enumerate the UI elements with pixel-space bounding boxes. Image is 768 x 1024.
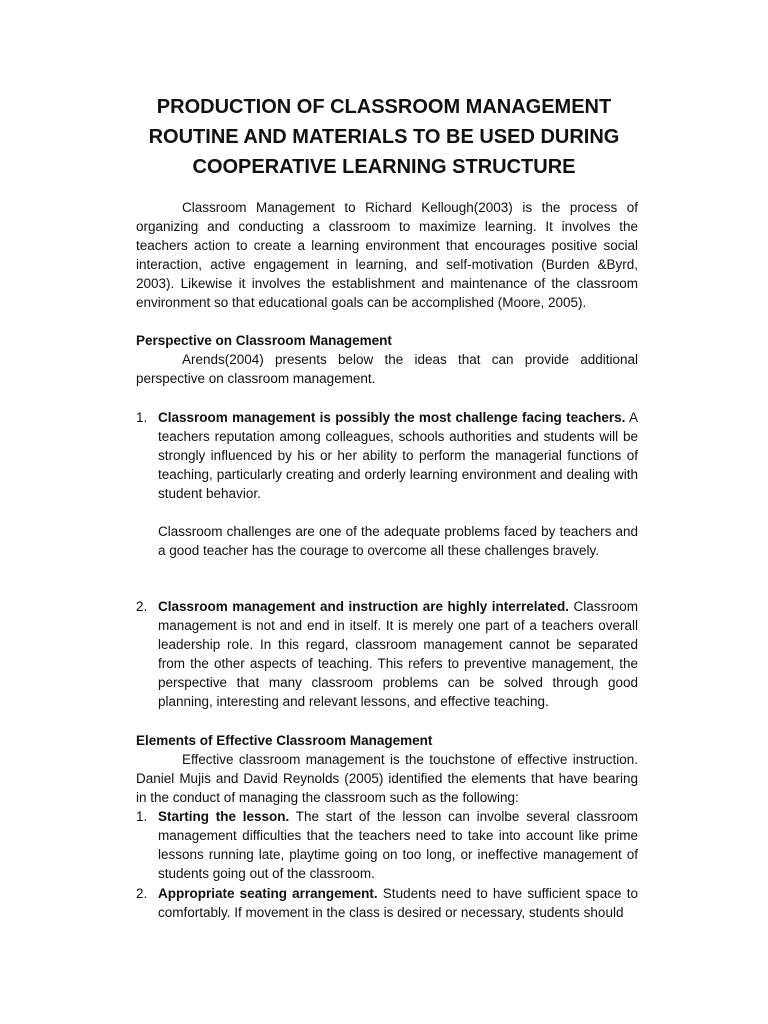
elements-item-2: [136, 884, 638, 922]
list-lead: Classroom management and instruction are highly interrelated.: [158, 599, 569, 614]
list-body: [158, 807, 638, 883]
elements-item-1: [136, 807, 638, 883]
list-text: The start of the lesson can involbe several classroom management difficulties that the teachers need to take into account like prime lessons running late, playtime going on too long, or ineffective management of students going out of the classroom.: [158, 809, 638, 881]
perspective-item-2: [136, 597, 638, 711]
list-lead: Appropriate seating arrangement.: [158, 886, 378, 901]
title-line-2: ROUTINE AND MATERIALS TO BE USED DURING: [148, 126, 620, 148]
intro-paragraph: Classroom Management to Richard Kellough(2003) is the process of organizing and conducting a classroom to maximize learning. It involves the teachers action to create a learning environment that encourages positive social interaction, active engagement in learning, and self-motivation (Burden &Byrd, 2003). Likewise it involves the establishment and maintenance of the classroom environment so that educational goals can be accomplished (Moore, 2005).: [136, 200, 638, 310]
perspective-item-1-extra: Classroom challenges are one of the adequate problems faced by teachers and a good teacher has the courage to overcome all these challenges bravely.: [158, 524, 638, 558]
list-text: Classroom management is not and end in itself. It is merely one part of a teachers overall leadership role. In this regard, classroom management cannot be separated from the other aspects of teaching. This refers to preventive management, the perspective that many classroom problems can be solved through good planning, interesting and relevant lessons, and effective teaching.: [158, 599, 638, 709]
perspective-item-1: [136, 408, 638, 503]
list-body: [158, 408, 638, 503]
elements-heading: Elements of Effective Classroom Management: [136, 733, 433, 748]
list-text: A teachers reputation among colleagues, schools authorities and students will be strongly influenced by his or her ability to perform the managerial functions of teaching, particularly creating and orderly learning environment and dealing with student behavior.: [158, 410, 638, 501]
list-number: 1.: [136, 809, 148, 824]
list-text: Students need to have sufficient space to comfortably. If movement in the class is desired or necessary, students should: [158, 886, 638, 920]
document-title: [100, 92, 668, 182]
elements-intro: Effective classroom management is the touchstone of effective instruction. Daniel Mujis and David Reynolds (2005) identified the elements that have bearing in the conduct of managing the classroom such as the following:: [136, 752, 638, 805]
perspective-heading: Perspective on Classroom Management: [136, 333, 392, 348]
list-number: 1.: [136, 410, 148, 425]
perspective-intro: Arends(2004) presents below the ideas that can provide additional perspective on classroom management.: [136, 352, 638, 386]
list-number: 2.: [136, 599, 148, 614]
list-number: 2.: [136, 886, 148, 901]
title-line-1: PRODUCTION OF CLASSROOM MANAGEMENT: [156, 96, 612, 118]
list-lead: Starting the lesson.: [158, 809, 290, 824]
title-line-3: COOPERATIVE LEARNING STRUCTURE: [192, 156, 576, 178]
list-body: [158, 597, 638, 711]
list-body: [158, 884, 638, 922]
list-lead: Classroom management is possibly the most challenge facing teachers.: [158, 410, 626, 425]
